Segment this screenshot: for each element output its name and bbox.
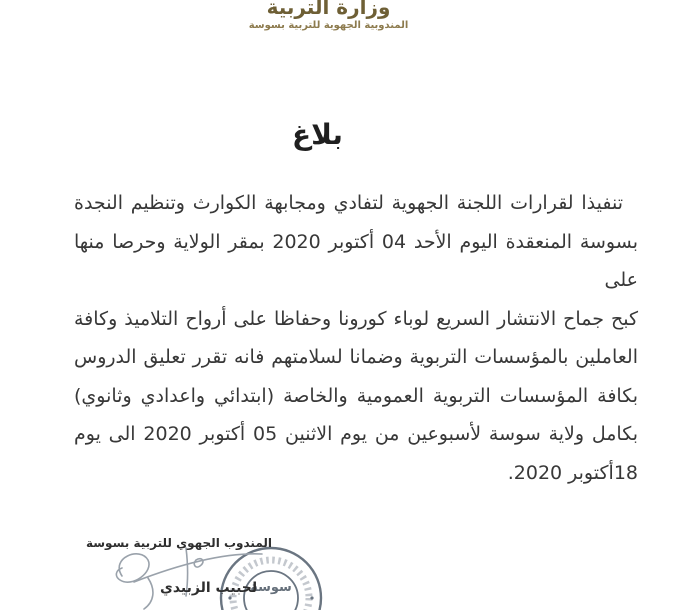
regional-delegation-name: المندوبية الجهوية للتربية بسوسة <box>248 20 409 31</box>
ministry-name: وزارة التربية <box>266 0 391 19</box>
communique-title: بلاغ <box>292 118 343 151</box>
body-line-4: العاملين بالمؤسسات التربوية وضمانا لسلامتهم فانه تقرر تعليق الدروس <box>74 346 638 368</box>
stamp-city-text: سوسة <box>250 580 292 595</box>
signatory-title: المندوب الجهوي للتربية بسوسة <box>85 536 272 550</box>
body-line-3: كبح جماح الانتشار السريع لوباء كورونا وحفاظا على أرواح التلاميذ وكافة <box>74 307 638 330</box>
ministry-letterhead <box>0 0 668 32</box>
body-line-7: 18أكتوبر 2020. <box>507 461 638 484</box>
body-line-1: تنفيذا لقرارات اللجنة الجهوية لتفادي ومجابهة الكوارث وتنظيم النجدة <box>74 192 623 214</box>
body-line-5: بكافة المؤسسات التربوية العمومية والخاصة (ابتدائي واعدادي وثانوي) <box>74 384 638 407</box>
signatory-name: لحبيب الزبيدي <box>160 580 258 596</box>
body-line-6: بكامل ولاية سوسة لأسبوعين من يوم الاثنين 05 أكتوبر 2020 الى يوم <box>74 423 638 445</box>
handwritten-signature <box>100 542 270 610</box>
body-line-2: بسوسة المنعقدة اليوم الأحد 04 أكتوبر 2020 بمقر الولاية وحرصا منها على <box>74 230 638 291</box>
communique-body <box>74 184 638 492</box>
